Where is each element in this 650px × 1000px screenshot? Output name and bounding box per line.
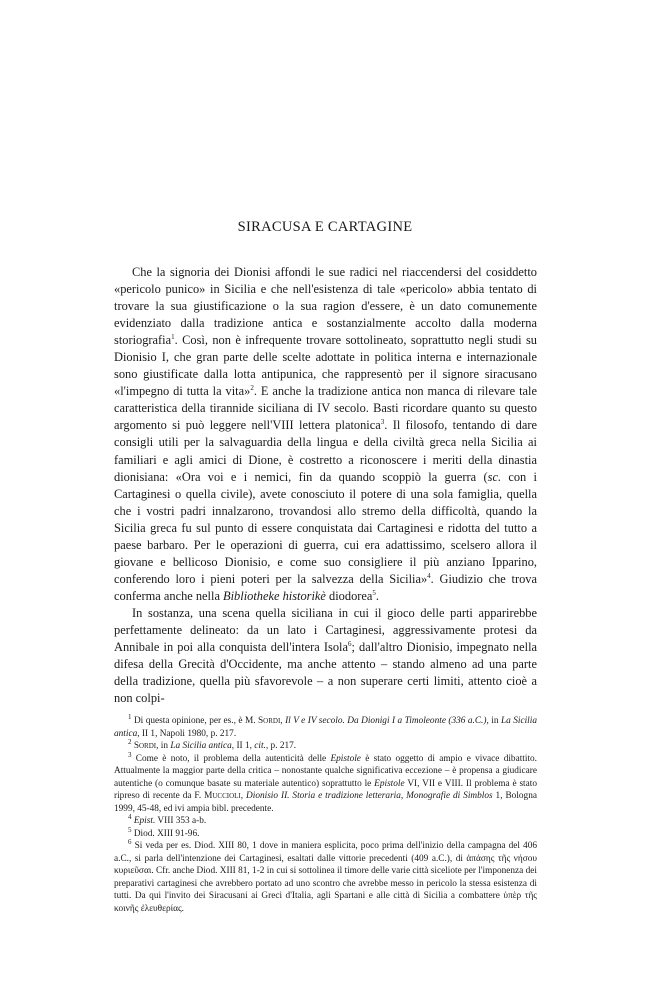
italic-text: cit.	[254, 741, 266, 751]
footnote-ref: 5	[372, 588, 376, 597]
italic-text: La Sicilia antica	[170, 741, 232, 751]
text-run: ,	[240, 791, 247, 801]
footnote-text	[114, 754, 537, 814]
text-run: VIII 353 a-b.	[155, 816, 207, 826]
footnote-number: 4	[128, 812, 132, 821]
author-name: Muccioli	[204, 791, 241, 801]
text-run: Diod. XIII 91-96.	[133, 828, 200, 839]
footnote-ref: 2	[250, 384, 254, 393]
paragraph-1	[114, 264, 537, 605]
footnote-1	[114, 712, 537, 740]
author-name: Sordi	[258, 716, 281, 726]
italic-text: Bibliotheke historikè	[223, 588, 326, 603]
footnote-number: 1	[128, 712, 132, 721]
chapter-title: SIRACUSA E CARTAGINE	[237, 219, 413, 235]
italic-text: Epist.	[133, 816, 156, 826]
footnote-text	[114, 716, 537, 739]
footnotes	[114, 712, 538, 915]
footnote-ref: 3	[380, 418, 385, 427]
text-run: . Giudizio che trova conferma anche nella	[114, 571, 537, 603]
main-text	[114, 264, 537, 707]
text-run: ,	[280, 716, 286, 726]
footnote-number: 3	[128, 750, 132, 759]
footnote-2	[114, 737, 537, 753]
italic-text: La Sicilia antica	[114, 716, 537, 739]
footnote-text	[134, 816, 206, 826]
text-run: con i Cartaginesi o quella civile), avete conosciuto il potere di una sola famiglia, quella che i vostri padri innalzarono, trovandosi allo stremo della difficoltà, quando la Sicilia greca fu sul punto di essere conquistata dai Cartaginesi e ridotta del tutto a paese barbaro. Per le operazioni di guerra, cui era adattissimo, scelsero allora il giovane e bellicoso Dionisio, e come suo consigliere il più anziano Ipparino, conferendo loro i pieni poteri per la salvezza della Sicilia»	[114, 469, 537, 586]
text-run: Che la signoria dei Dionisi affondi le sue radici nel riaccendersi del cosiddetto «pericolo punico» in Sicilia e che nell'esistenza di tale «pericolo» abbia tentato di trovare la sua giustificazione o la sua ragion d'essere, è un dato comunemente evidenziato dalla tradizione antica e sostanzialmente accolto dalla moderna storiografia	[114, 265, 537, 348]
footnote-text	[134, 741, 296, 751]
footnote-6	[114, 837, 537, 915]
text-run: , p. 217.	[265, 741, 297, 751]
text-run: . Il filosofo, tentando di dare consigli utili per la salvaguardia della lingua e della civiltà greca nella Sicilia ai familiari e agli amici di Dione, è costretto a riconoscere i meriti della dinastia dionisiana: «Ora voi e i nemici, fin da quando scoppiò la guerra (	[114, 418, 537, 484]
text-run: è stato oggetto di ampio e vivace dibattito. Attualmente la maggior parte della critica – nonostante qualche significativa eccezione – è propensa a giudicare autentiche (o comunque basate su materiale autentico) soprattutto le	[114, 753, 538, 789]
text-run: Si veda per es. Diod. XIII 80, 1 dove in maniera esplicita, poco prima dell'inizio della campagna del 406 a.C., si parla dell'intenzione dei Cartaginesi, esaltati dalle vittorie precedenti (409 a.C.), di ἁπάσης τῆς νήσου κυριεῦσαι. Cfr. anche Diod. XIII 81, 1-2 in cui si sottolinea il timore delle varie città siceliote per l'imponenza dei preparativi cartaginesi che avrebbero portato ad uno scontro che avrebbe messo in pericolo la stessa esistenza di tutti. Da qui l'invito dei Siracusani ai Greci d'Italia, agli Spartani e alle città di Sicilia a combattere ὑπὲρ τῆς κοινῆς ἐλευθερίας.	[114, 841, 537, 914]
text-run: Di questa opinione, per es., è M.	[133, 716, 258, 726]
author-name: Sordi	[133, 741, 157, 751]
footnote-5	[114, 825, 537, 841]
footnote-number: 5	[128, 825, 132, 834]
italic-text: sc.	[487, 469, 502, 484]
footnote-ref: 4	[427, 571, 431, 580]
text-run: .	[375, 588, 379, 603]
text-run: . Così, non è infrequente trovare sottolineato, soprattutto negli studi su Dionisio I, che gran parte delle scelte adottate in politica interna e internazionale sono giustificate dalla lotta antipunica, che rappresentò per il signore siracusano «l'impegno di tutta la vita»	[114, 333, 537, 399]
paragraph-2	[114, 605, 537, 707]
text-run: , in	[486, 716, 501, 726]
text-run: diodorea	[325, 588, 373, 603]
text-run: , II 1, Napoli 1980, p. 217.	[137, 728, 237, 739]
text-run: ; dall'altro Dionisio, impegnato nella difesa della Grecità d'Occidente, ma anche attento – stando almeno ad una parte della tradizione, quella più sfavorevole – a non superare certi limiti, attento cioè a non colpi-	[114, 640, 538, 706]
text-run: Come è noto, il problema della autenticità delle	[135, 753, 331, 764]
text-run: VI, VII e VIII. Il problema è stato ripreso di recente da F.	[114, 778, 537, 801]
footnote-ref: 6	[347, 639, 352, 648]
footnote-ref: 1	[171, 333, 175, 342]
footnote-text	[114, 841, 537, 914]
footnote-number: 6	[128, 837, 132, 846]
text-run: . E anche la tradizione antica non manca di rilevare tale caratteristica della tirannide siciliana di IV secolo. Basti ricordare quanto su questo argomento si può leggere nell'VIII lettera platonica	[114, 384, 537, 433]
text-run: , in	[156, 741, 171, 751]
footnote-3	[114, 750, 538, 816]
footnote-4	[114, 812, 537, 828]
text-run: In sostanza, una scena quella siciliana in cui il gioco delle parti apparirebbe perfettamente delineato: da un lato i Cartaginesi, aggressivamente protesi da Annibale in poi alla conquista dell'intera Isola	[114, 605, 537, 655]
italic-text: Epistole	[374, 778, 405, 789]
footnote-text	[134, 829, 200, 839]
italic-text: Il V e IV secolo. Da Dionigi I a Timoleonte (336 a.C.)	[285, 716, 487, 726]
text-run: 1, Bologna 1999, 45-48, ed ivi ampia bibl. precedente.	[114, 791, 537, 814]
text-run: , II 1,	[231, 741, 255, 751]
footnote-number: 2	[128, 737, 132, 746]
italic-text: Dionisio II. Storia e tradizione letteraria, Monografie di Simblos	[246, 791, 493, 801]
italic-text: Epistole	[330, 753, 361, 764]
